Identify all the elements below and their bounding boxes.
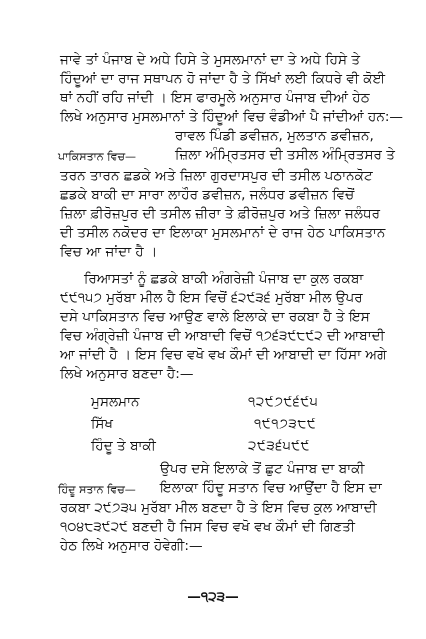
paragraph-2-line-1: ਰਿਆਸਤਾਂ ਨੂੰ ਛਡਕੇ ਬਾਕੀ ਅੰਗਰੇਜ਼ੀ ਪੰਜਾਬ ਦਾ ਕੁਲ ਰਕਬਾ <box>84 271 364 287</box>
paragraph-1-line-3: ਥਾਂ ਨਹੀਂ ਰਹਿ ਜਾਂਦੀ । ਇਸ ਫਾਰਮੂਲੇ ਅਨੁਸਾਰ ਪੰਜਾਬ ਦੀਆਂ ਹੇਠ <box>60 90 370 106</box>
paragraph-1-line-9: ਜ਼ਿਲਾ ਫ਼ੀਰੋਜ਼ਪੁਰ ਦੀ ਤਸੀਲ ਜ਼ੀਰਾ ਤੇ ਫ਼ੀਰੋਜ਼ਪੁਰ ਅਤੇ ਜ਼ਿਲਾ ਜਲੰਧਰ <box>60 206 381 222</box>
paragraph-3-line-4: ੧੦੪੮੩੯੨੯ ਬਣਦੀ ਹੈ ਜਿਸ ਵਿਚ ਵਖੋ ਵਖ ਕੌਮਾਂ ਦੀ ਗਿਣਤੀ <box>60 519 355 535</box>
paragraph-2-line-3: ਦਸੇ ਪਾਕਿਸਤਾਨ ਵਿਚ ਆਉਣ ਵਾਲੇ ਇਲਾਕੇ ਦਾ ਰਕਬਾ ਹੈ ਤੇ ਇਸ <box>60 309 370 325</box>
page-number: —੧੨੩— <box>187 589 239 605</box>
paragraph-3-line-3: ਰਕਬਾ ੨੯੭੩੫ ਮੁਰੱਬਾ ਮੀਲ ਬਣਦਾ ਹੈ ਤੇ ਇਸ ਵਿਚ ਕੁਲ ਆਬਾਦੀ <box>60 500 377 516</box>
paragraph-1-line-1: ਜਾਵੇ ਤਾਂ ਪੰਜਾਬ ਦੇ ਅਧੇ ਹਿਸੇ ਤੇ ਮੁਸਲਮਾਨਾਂ ਦਾ ਤੇ ਅਧੇ ਹਿਸੇ ਤੇ <box>60 52 361 68</box>
paragraph-2-line-2: ੯੯੧੫੭ ਮੁਰੱਬਾ ਮੀਲ ਹੈ ਇਸ ਵਿਚੋਂ ੬੨੯੩੬ ਮੁਰੱਬਾ ਮੀਲ ਉਪਰ <box>60 290 363 306</box>
paragraph-2-line-6: ਲਿਖੇ ਅਨੁਸਾਰ ਬਣਦਾ ਹੈ:— <box>60 366 194 382</box>
paragraph-3-line-2: ਇਲਾਕਾ ਹਿੰਦੂ ਸਤਾਨ ਵਿਚ ਆਉਂਦਾ ਹੈ ਇਸ ਦਾ <box>160 480 382 496</box>
paragraph-3-line-1: ਉਪਰ ਦਸੇ ਇਲਾਕੇ ਤੋਂ ਛੁਟ ਪੰਜਾਬ ਦਾ ਬਾਕੀ <box>160 461 365 477</box>
paragraph-3-line-5: ਹੇਠ ਲਿਖੇ ਅਨੁਸਾਰ ਹੋਵੇਗੀ:— <box>60 538 203 554</box>
paragraph-1-line-6: ਜ਼ਿਲਾ ਅੰਮ੍ਰਿਤਸਰ ਦੀ ਤਸੀਲ ਅੰਮ੍ਰਿਤਸਰ ਤੇ <box>175 147 395 163</box>
paragraph-1-line-8: ਛਡਕੇ ਬਾਕੀ ਦਾ ਸਾਰਾ ਲਾਹੌਰ ਡਵੀਜ਼ਨ, ਜਲੰਧਰ ਡਵੀਜ਼ਨ ਵਿਚੋਂ <box>60 187 355 203</box>
table-row-sikhs-value: ੧੯੧੭੩੮੯ <box>254 416 317 432</box>
paragraph-1-line-11: ਵਿਚ ਆ ਜਾਂਦਾ ਹੈ । <box>60 244 158 260</box>
paragraph-1-line-10: ਦੀ ਤਸੀਲ ਨਕੋਦਰ ਦਾ ਇਲਾਕਾ ਮੁਸਲਮਾਨਾਂ ਦੇ ਰਾਜ ਹੇਠ ਪਾਕਿਸਤਾਨ <box>60 225 386 241</box>
paragraph-1-line-2: ਹਿੰਦੂਆਂ ਦਾ ਰਾਜ ਸਥਾਪਨ ਹੋ ਜਾਂਦਾ ਹੈ ਤੇ ਸਿੱਖਾਂ ਲਈ ਕਿਧਰੇ ਵੀ ਕੋਈ <box>60 71 386 87</box>
table-row-hindus-label: ਹਿੰਦੂ ਤੇ ਬਾਕੀ <box>91 438 156 454</box>
paragraph-1-line-4: ਲਿਖੇ ਅਨੁਸਾਰ ਮੁਸਲਮਾਨਾਂ ਤੇ ਹਿੰਦੂਆਂ ਵਿਚ ਵੰਡੀਆਂ ਪੈ ਜਾਂਦੀਆਂ ਹਨ:— <box>60 109 403 125</box>
paragraph-2-line-4: ਵਿਚ ਅੰਗ੍ਰੇਜ਼ੀ ਪੰਜਾਬ ਦੀ ਆਬਾਦੀ ਵਿਚੋਂ ੧੭੬੩੯੮੯੨ ਦੀ ਆਬਾਦੀ <box>60 328 385 344</box>
table-row-muslims-label: ਮੁਸਲਮਾਨ <box>91 394 140 410</box>
paragraph-2-line-5: ਆ ਜਾਂਦੀ ਹੈ । ਇਸ ਵਿਚ ਵਖੋ ਵਖ ਕੌਮਾਂ ਦੀ ਆਬਾਦੀ ਦਾ ਹਿੱਸਾ ਅਗੇ <box>60 347 387 363</box>
paragraph-1-line-7: ਤਰਨ ਤਾਰਨ ਛਡਕੇ ਅਤੇ ਜ਼ਿਲਾ ਗੁਰਦਾਸਪੁਰ ਦੀ ਤਸੀਲ ਪਠਾਨਕੋਟ <box>60 168 373 184</box>
table-row-sikhs-label: ਸਿੱਖ <box>91 416 114 432</box>
table-row-hindus-value: ੨੯੩੬੫੯੯ <box>248 438 311 454</box>
table-row-muslims-value: ੧੨੯੭੯੬੯੫ <box>248 394 319 410</box>
pakistan-side-label: ਪਾਕਿਸਤਾਨ ਵਿਚ— <box>58 150 137 163</box>
hindustan-side-label: ਹਿੰਦੂ ਸਤਾਨ ਵਿਚ— <box>58 483 136 496</box>
paragraph-1-line-5: ਰਾਵਲ ਪਿੰਡੀ ਡਵੀਜ਼ਨ, ਮੁਲਤਾਨ ਡਵੀਜ਼ਨ, <box>175 128 374 144</box>
